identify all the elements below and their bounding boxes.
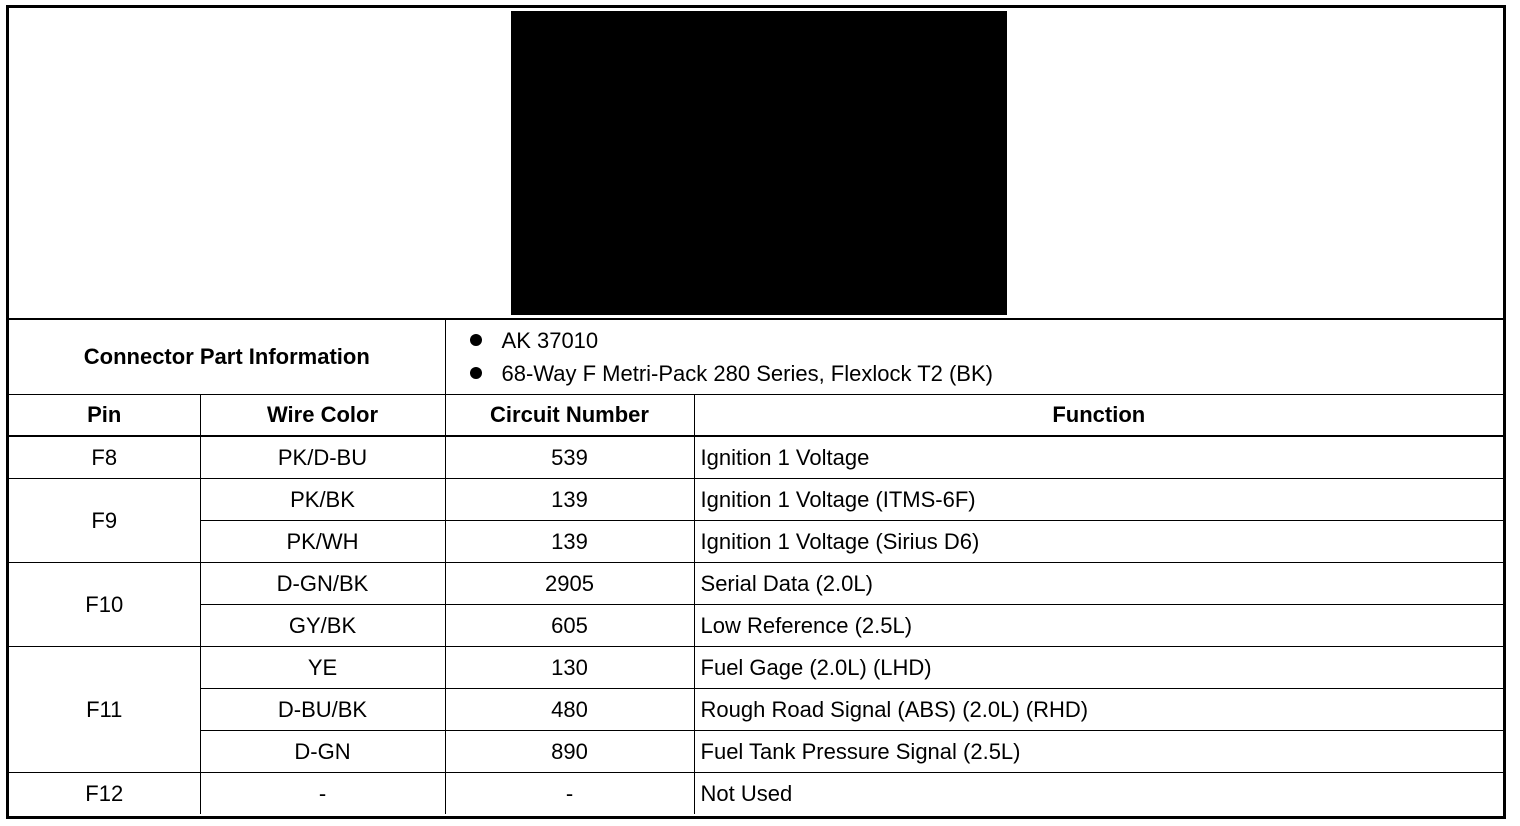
function-cell: Rough Road Signal (ABS) (2.0L) (RHD): [694, 689, 1503, 731]
table-row: [9, 436, 1503, 479]
bullet-icon: [470, 334, 482, 346]
pin-cell: F8: [9, 436, 200, 479]
column-header-pin: Pin: [9, 395, 200, 437]
function-cell: Fuel Gage (2.0L) (LHD): [694, 647, 1503, 689]
function-cell: Ignition 1 Voltage: [694, 436, 1503, 479]
pin-cell: F12: [9, 773, 200, 815]
column-header-row: [9, 395, 1503, 437]
pin-cell: F9: [9, 479, 200, 563]
connector-end-view-frame: [6, 5, 1506, 819]
pinout-table: [9, 320, 1503, 814]
function-cell: Fuel Tank Pressure Signal (2.5L): [694, 731, 1503, 773]
wire-color-cell: PK/BK: [200, 479, 445, 521]
wire-color-cell: GY/BK: [200, 605, 445, 647]
column-header-function: Function: [694, 395, 1503, 437]
connector-part-row: [9, 320, 1503, 395]
circuit-number-cell: 139: [445, 521, 694, 563]
table-row: [9, 605, 1503, 647]
circuit-number-cell: -: [445, 773, 694, 815]
table-row: [9, 479, 1503, 521]
table-row: [9, 773, 1503, 815]
column-header-circuit-number: Circuit Number: [445, 395, 694, 437]
circuit-number-cell: 2905: [445, 563, 694, 605]
column-header-wire-color: Wire Color: [200, 395, 445, 437]
connector-image: [511, 11, 1007, 315]
circuit-number-cell: 139: [445, 479, 694, 521]
connector-part-info: [445, 320, 1503, 395]
connector-part-label: Connector Part Information: [9, 320, 445, 395]
function-cell: Not Used: [694, 773, 1503, 815]
part-info-list: [446, 324, 1504, 390]
wire-color-cell: D-GN/BK: [200, 563, 445, 605]
pin-cell: F11: [9, 647, 200, 773]
pin-cell: F10: [9, 563, 200, 647]
circuit-number-cell: 130: [445, 647, 694, 689]
function-cell: Serial Data (2.0L): [694, 563, 1503, 605]
table-row: [9, 731, 1503, 773]
circuit-number-cell: 605: [445, 605, 694, 647]
part-info-text: AK 37010: [501, 328, 599, 353]
circuit-number-cell: 890: [445, 731, 694, 773]
circuit-number-cell: 539: [445, 436, 694, 479]
function-cell: Ignition 1 Voltage (ITMS-6F): [694, 479, 1503, 521]
wire-color-cell: PK/D-BU: [200, 436, 445, 479]
part-info-item: [470, 324, 1504, 357]
wire-color-cell: YE: [200, 647, 445, 689]
wire-color-cell: PK/WH: [200, 521, 445, 563]
table-row: [9, 521, 1503, 563]
bullet-icon: [470, 367, 482, 379]
table-row: [9, 689, 1503, 731]
function-cell: Ignition 1 Voltage (Sirius D6): [694, 521, 1503, 563]
table-row: [9, 563, 1503, 605]
table-row: [9, 647, 1503, 689]
function-cell: Low Reference (2.5L): [694, 605, 1503, 647]
part-info-text: 68-Way F Metri-Pack 280 Series, Flexlock T2 (BK): [501, 361, 993, 386]
wire-color-cell: D-GN: [200, 731, 445, 773]
wire-color-cell: -: [200, 773, 445, 815]
wire-color-cell: D-BU/BK: [200, 689, 445, 731]
circuit-number-cell: 480: [445, 689, 694, 731]
part-info-item: [470, 357, 1504, 390]
connector-image-area: [9, 8, 1503, 320]
